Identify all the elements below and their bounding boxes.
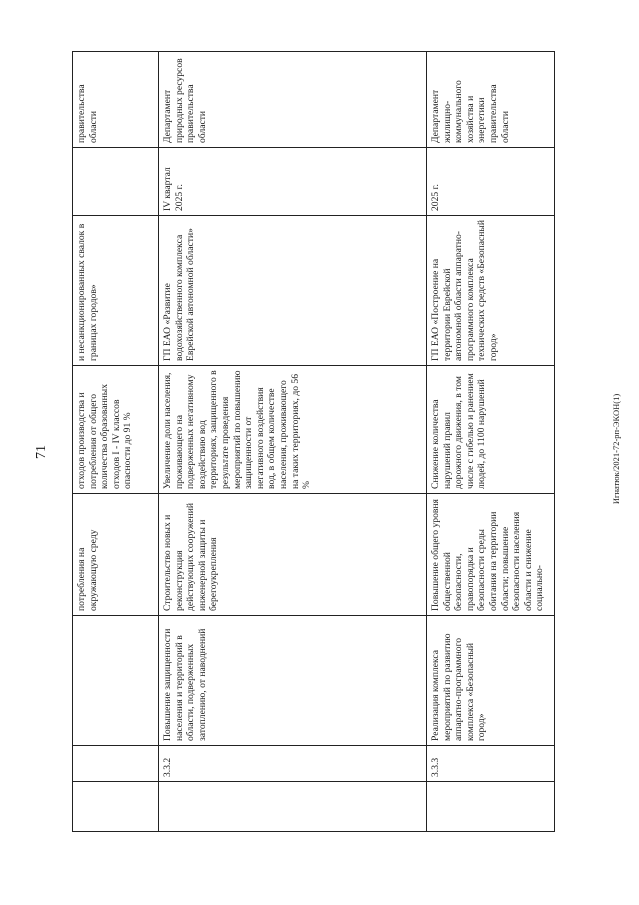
table-cell (73, 782, 159, 832)
table-cell: 2025 г. (427, 148, 555, 216)
table-cell: Реализация комплекса мероприятий по развитию аппаратно-программного комплекса «Безопасный город» (427, 616, 555, 746)
table-cell: Департамент природных ресурсов правительства области (159, 52, 427, 148)
table-cell: потребления на окружающую среду (73, 494, 159, 616)
measures-table (72, 51, 555, 832)
table-row (159, 52, 427, 832)
table-cell: и несанкционированных свалок в границах городов» (73, 216, 159, 366)
table-cell: Повышение защищенности населения и территорий в области, подверженных затоплению, от наводнений (159, 616, 427, 746)
table-cell: Повышение общего уровня общественной безопасности, правопорядка и безопасности среды обитания на территории области; повышение безопасности населения области и снижение социально- (427, 494, 555, 616)
rotated-table-wrapper (72, 52, 546, 832)
table-cell (73, 746, 159, 782)
table-cell (73, 616, 159, 746)
table-cell: отходов производства и потребления от общего количества образованных отходов I - IV классов опасности до 91 % (73, 366, 159, 494)
document-code: Игнатюк/2021-72-рп-ЭКОН(1) (611, 393, 621, 505)
table-cell (159, 782, 427, 832)
table-cell: Строительство новых и реконструкция действующих сооружений инженерной защиты и берегоукрепления (159, 494, 427, 616)
table-cell: Увеличение доли населения, проживающего на подверженных негативному воздействию вод территориях, защищенного в результате проведения мероприятий по повышению защищенности от негативного воздействия вод, в общем количестве населения, проживающего на таких территориях, до 56 % (159, 366, 427, 494)
table-cell: IV квартал 2025 г. (159, 148, 427, 216)
item-number: 3.3.3 (427, 746, 555, 782)
table-cell: правительства области (73, 52, 159, 148)
table-cell: Снижение количества нарушений правил дорожного движения, в том числе с гибелью и ранением людей, до 1100 нарушений (427, 366, 555, 494)
table-row (427, 52, 555, 832)
table-cell: Департамент жилищно-коммунального хозяйства и энергетики правительства области (427, 52, 555, 148)
item-number: 3.3.2 (159, 746, 427, 782)
table-cell (73, 148, 159, 216)
table-cell: ГП ЕАО «Построение на территории Еврейской автономной области аппаратно-программного комплекса технических средств «Безопасный город» (427, 216, 555, 366)
table-row (73, 52, 159, 832)
table-cell (427, 782, 555, 832)
page-number: 71 (34, 445, 49, 459)
table-cell: ГП ЕАО «Развитие водохозяйственного комплекса Еврейской автономной области» (159, 216, 427, 366)
